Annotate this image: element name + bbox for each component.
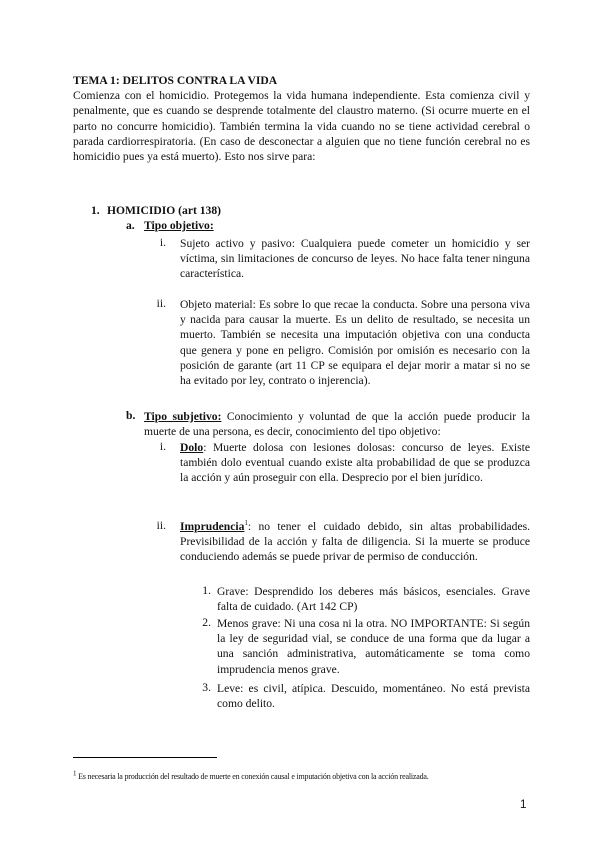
imprudencia-term: Imprudencia: [180, 520, 245, 533]
item-a-ii-number: ii.: [156, 297, 166, 310]
page-number: 1: [520, 798, 527, 811]
level-2-number: 2.: [202, 616, 211, 629]
footnote-reference[interactable]: 1: [244, 519, 248, 528]
section-title: HOMICIDIO (art 138): [107, 204, 221, 217]
imprudencia-text: : no tener el cuidado debido, sin altas probabilidades. Previsibilidad de la acción y falta de diligencia. Si la muerte se produce conduciendo además se puede privar de permiso de conducción.: [180, 520, 530, 564]
item-a-i-number: i.: [159, 236, 166, 249]
level-2-text: Menos grave: Ni una cosa ni la otra. NO IMPORTANTE: Si según la ley de seguridad vial, se conduce de una forma que da lugar a una sanción administrativa, automáticamente se toma como imprudencia menos grave.: [217, 617, 530, 676]
item-b-ii-paragraph: [180, 519, 530, 565]
footnote: [73, 769, 543, 782]
level-3-number: 3.: [202, 681, 211, 694]
subsection-b-letter: b.: [126, 409, 136, 422]
subsection-a-letter: a.: [126, 219, 135, 232]
item-a-i-text: Sujeto activo y pasivo: Cualquiera puede cometer un homicidio y ser víctima, sin limitaciones de concurso de leyes. No hace falta tener ninguna característica.: [180, 237, 530, 281]
dolo-term: Dolo: [180, 441, 204, 454]
footnote-text: Es necesaria la producción del resultado de muerte en conexión causal e imputación objetiva con la acción realizada.: [76, 772, 429, 781]
item-b-i-paragraph: [180, 440, 530, 486]
footnote-mark: 1: [73, 769, 77, 778]
footnote-separator: [73, 757, 217, 758]
section-number: 1.: [91, 204, 100, 217]
dolo-text: : Muerte dolosa con lesiones dolosas: concurso de leyes. Existe también dolo eventual cuando existe alta probabilidad de que se produzca la acción y aún proseguir con ella. Desprecio por el bien jurídico.: [180, 441, 530, 485]
subsection-b-text: Conocimiento y voluntad de que la acción puede producir la muerte de una persona, es decir, conocimiento del tipo objetivo:: [144, 410, 531, 439]
subsection-a-title: Tipo objetivo:: [144, 219, 214, 232]
subsection-b-paragraph: [144, 409, 530, 439]
subsection-b-title: Tipo subjetivo:: [144, 410, 222, 423]
item-a-ii-text: Objeto material: Es sobre lo que recae la conducta. Sobre una persona viva y nacida para causar la muerte. Es un delito de resultado, se necesita un muerto. También se necesita una imputación objetiva con una conducta que genera y pone en peligro. Comisión por omisión es necesario con la posición de garante (art 11 CP se equipara el dejar morir a matar si no se ha evitado por ley, contrato o injerencia).: [180, 298, 530, 388]
level-3-text: Leve: es civil, atípica. Descuido, momentáneo. No está prevista como delito.: [217, 682, 530, 711]
item-b-ii-number: ii.: [156, 519, 166, 532]
item-b-i-number: i.: [159, 440, 166, 453]
intro-block: [73, 73, 530, 164]
level-1-text: Grave: Desprendido los deberes más básicos, esenciales. Grave falta de cuidado. (Art 142 CP): [217, 585, 530, 614]
intro-paragraph: Comienza con el homicidio. Protegemos la vida humana independiente. Esta comienza civil y penalmente, que es cuando se desprende totalmente del claustro materno. (Si ocurre muerte en el parto no concurre homicidio). También termina la vida cuando no se tiene actividad cerebral o parada cardiorrespiratoria. (En caso de desconectar a alguien que no tiene función cerebral no es homicidio pues ya está muerto). Esto nos sirve para:: [73, 89, 530, 164]
level-1-number: 1.: [202, 584, 211, 597]
document-title: TEMA 1: DELITOS CONTRA LA VIDA: [73, 74, 278, 87]
